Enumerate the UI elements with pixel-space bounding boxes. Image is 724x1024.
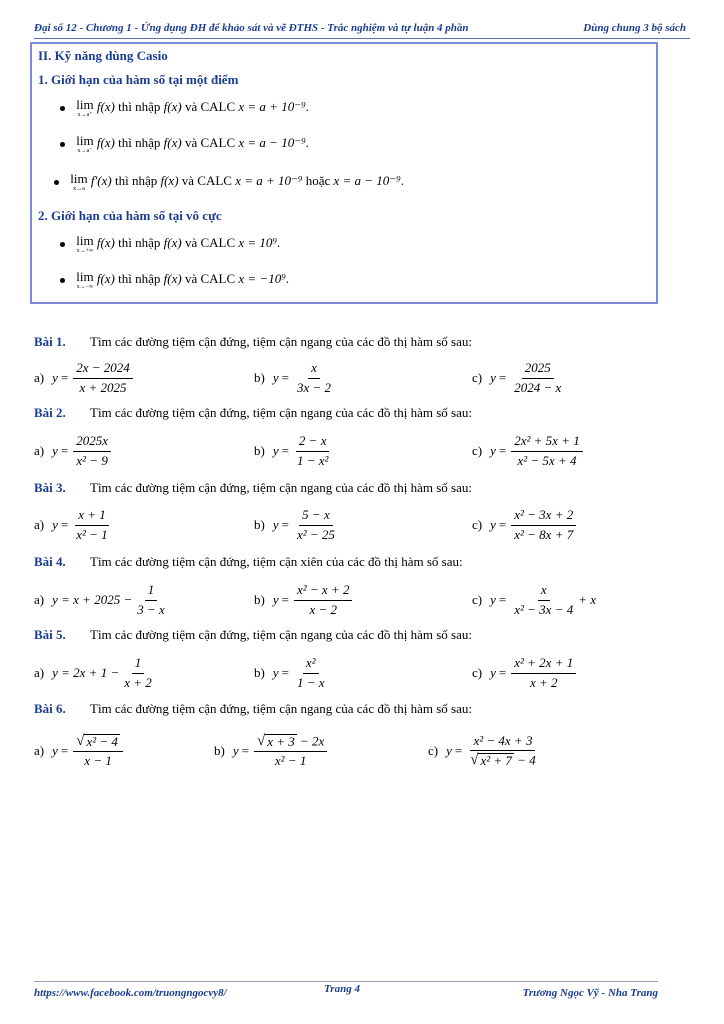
author-name: Trương Ngọc Vỹ - Nha Trang — [522, 987, 658, 999]
item-a: a) y = $\frac{x + 1}{\text{x² − 1}}$ — [34, 507, 108, 542]
enter-text: thì nhập — [118, 134, 161, 150]
enter-text: thì nhập — [118, 270, 161, 286]
item-c: c) y = $\frac{\text{x² − 3x + 2}}{\text{x² − 8x + 7}}$ — [472, 505, 578, 545]
page-footer — [34, 981, 658, 1002]
calc-value: x = a − 10⁻⁹ — [238, 134, 306, 150]
bullet-dot — [60, 106, 65, 111]
lim-symbol: lim x→a⁻ — [76, 133, 94, 154]
calc-value-alt: x = a − 10⁻⁹ — [333, 172, 401, 188]
sqrt-symbol: √ x² − 4 — [76, 733, 118, 749]
enter-text: thì nhập — [118, 234, 161, 250]
casio-skills-box — [30, 42, 658, 304]
bullet-dot — [60, 278, 65, 283]
item-b: b) y = $\frac{2 - x}{\text{1 − x²}}$ — [254, 433, 329, 468]
problem-3-items — [34, 505, 674, 545]
lim-symbol: lim x→+∞ — [76, 233, 94, 254]
calc-text: và CALC — [181, 172, 232, 188]
bullet-dot — [60, 242, 65, 247]
calc-value: x = −10⁹ — [238, 270, 286, 286]
enter-text: thì nhập — [118, 98, 161, 114]
problem-5-heading: Bài 5. Tìm các đường tiệm cận đứng, tiệm cận ngang của các đồ thị hàm số sau: — [34, 627, 472, 642]
problem-1-heading: Bài 1. Tìm các đường tiệm cận đứng, tiệm cận ngang của các đồ thị hàm số sau: — [34, 334, 472, 349]
problem-4-heading: Bài 4. Tìm các đường tiệm cận đứng, tiệm cận xiên của các đồ thị hàm số sau: — [34, 554, 463, 569]
item-a: a) y = √ x² − 4 x − 1 — [34, 729, 125, 773]
calc-value: x = 10⁹ — [238, 234, 277, 250]
bullet-limit-plus-inf: lim x→+∞ f(x) thì nhập f(x) và CALC x = 10⁹. — [60, 234, 280, 254]
calc-value: x = a + 10⁻⁹ — [238, 98, 306, 114]
page-number: Trang 4 — [324, 983, 360, 995]
item-a: a) y = x + 2025 − $\frac{1}{3 - x}$ — [34, 582, 165, 617]
bullet-dot — [60, 142, 65, 147]
lim-symbol: lim x→a⁺ — [76, 97, 94, 118]
page-header — [34, 18, 690, 39]
item-c: c) y = $\frac{2025}{2024 - x}$ — [472, 360, 562, 395]
problem-1-items — [34, 358, 674, 398]
item-c: c) y = $\frac{x}{\text{x² − 3x − 4}}$ + x — [472, 582, 597, 617]
section-title: II. Kỹ năng dùng Casio — [38, 48, 168, 63]
problem-2-items — [34, 431, 674, 471]
lim-symbol: lim x→−∞ — [76, 269, 94, 290]
bullet-limit-minus-inf: lim x→−∞ f(x) thì nhập f(x) và CALC x = −10⁹. — [60, 270, 289, 290]
problem-2-heading: Bài 2. Tìm các đường tiệm cận đứng, tiệm cận ngang của các đồ thị hàm số sau: — [34, 405, 472, 420]
item-c: c) y = $\frac{\text{2x² + 5x + 1}}{\text{x² − 5x + 4}}$ — [472, 431, 585, 471]
item-c: c) y = $\frac{\text{x² + 2x + 1}}{x + 2}$ — [472, 653, 578, 693]
problem-3-heading: Bài 3. Tìm các đường tiệm cận đứng, tiệm cận ngang của các đồ thị hàm số sau: — [34, 480, 472, 495]
sqrt-symbol: √ x² + 7 — [470, 752, 512, 769]
or-text: hoặc — [305, 172, 331, 188]
bullet-limit-two-sided: lim x→a f′(x) thì nhập f(x) và CALC x = a + 10⁻⁹ hoặc x = a − 10⁻⁹. — [54, 172, 404, 192]
bullet-limit-right: lim x→a⁺ f(x) thì nhập f(x) và CALC x = a + 10⁻⁹. — [60, 98, 309, 118]
bullet-limit-left: lim x→a⁻ f(x) thì nhập f(x) và CALC x = a − 10⁻⁹. — [60, 134, 309, 154]
item-a: a) y = $\frac{2025x}{\text{x² − 9}}$ — [34, 431, 113, 471]
problem-5-items — [34, 653, 674, 693]
problem-6-heading: Bài 6. Tìm các đường tiệm cận đứng, tiệm cận ngang của các đồ thị hàm số sau: — [34, 701, 472, 716]
calc-text: và CALC — [184, 270, 236, 286]
item-b: b) y = $\frac{5 - x}{\text{x² − 25}}$ — [254, 507, 335, 542]
calc-text: và CALC — [184, 234, 236, 250]
item-c: c) y = x² − 4x + 3 √ x² + 7 − 4 — [428, 732, 536, 769]
item-b: b) y = $\frac{\text{x²}}{1 - x}$ — [254, 655, 325, 690]
facebook-link[interactable]: https://www.facebook.com/truongngocvy8/ — [34, 987, 227, 999]
calc-value: x = a + 10⁻⁹ — [235, 172, 303, 188]
bullet-dot — [54, 180, 59, 185]
lim-symbol: lim x→a — [70, 171, 88, 192]
sqrt-symbol: √ x + 3 — [256, 733, 295, 749]
header-right: Dùng chung 3 bộ sách — [583, 22, 686, 34]
calc-text: và CALC — [184, 98, 236, 114]
calc-text: và CALC — [184, 134, 236, 150]
item-a: a) y = $\frac{2x - 2024}{x + 2025}$ — [34, 358, 135, 398]
item-b: b) y = $\frac{x}{3x - 2}$ — [254, 360, 332, 395]
problem-6-items — [34, 729, 674, 773]
item-b: b) y = $\frac{\text{x² − x + 2}}{x - 2}$ — [254, 580, 354, 620]
subsection-2: 2. Giới hạn của hàm số tại vô cực — [38, 208, 222, 223]
item-a: a) y = 2x + 1 − $\frac{1}{x + 2}$ — [34, 655, 152, 690]
item-b: b) y = √ x + 3 − 2x x² − 1 — [214, 729, 329, 773]
problem-4-items — [34, 580, 674, 620]
subsection-1: 1. Giới hạn của hàm số tại một điểm — [38, 72, 239, 87]
enter-text: thì nhập — [114, 172, 158, 188]
header-title: Đại số 12 - Chương 1 - Ứng dụng ĐH để khảo sát và vẽ ĐTHS - Trắc nghiệm và tự luận 4 phần — [34, 22, 469, 34]
